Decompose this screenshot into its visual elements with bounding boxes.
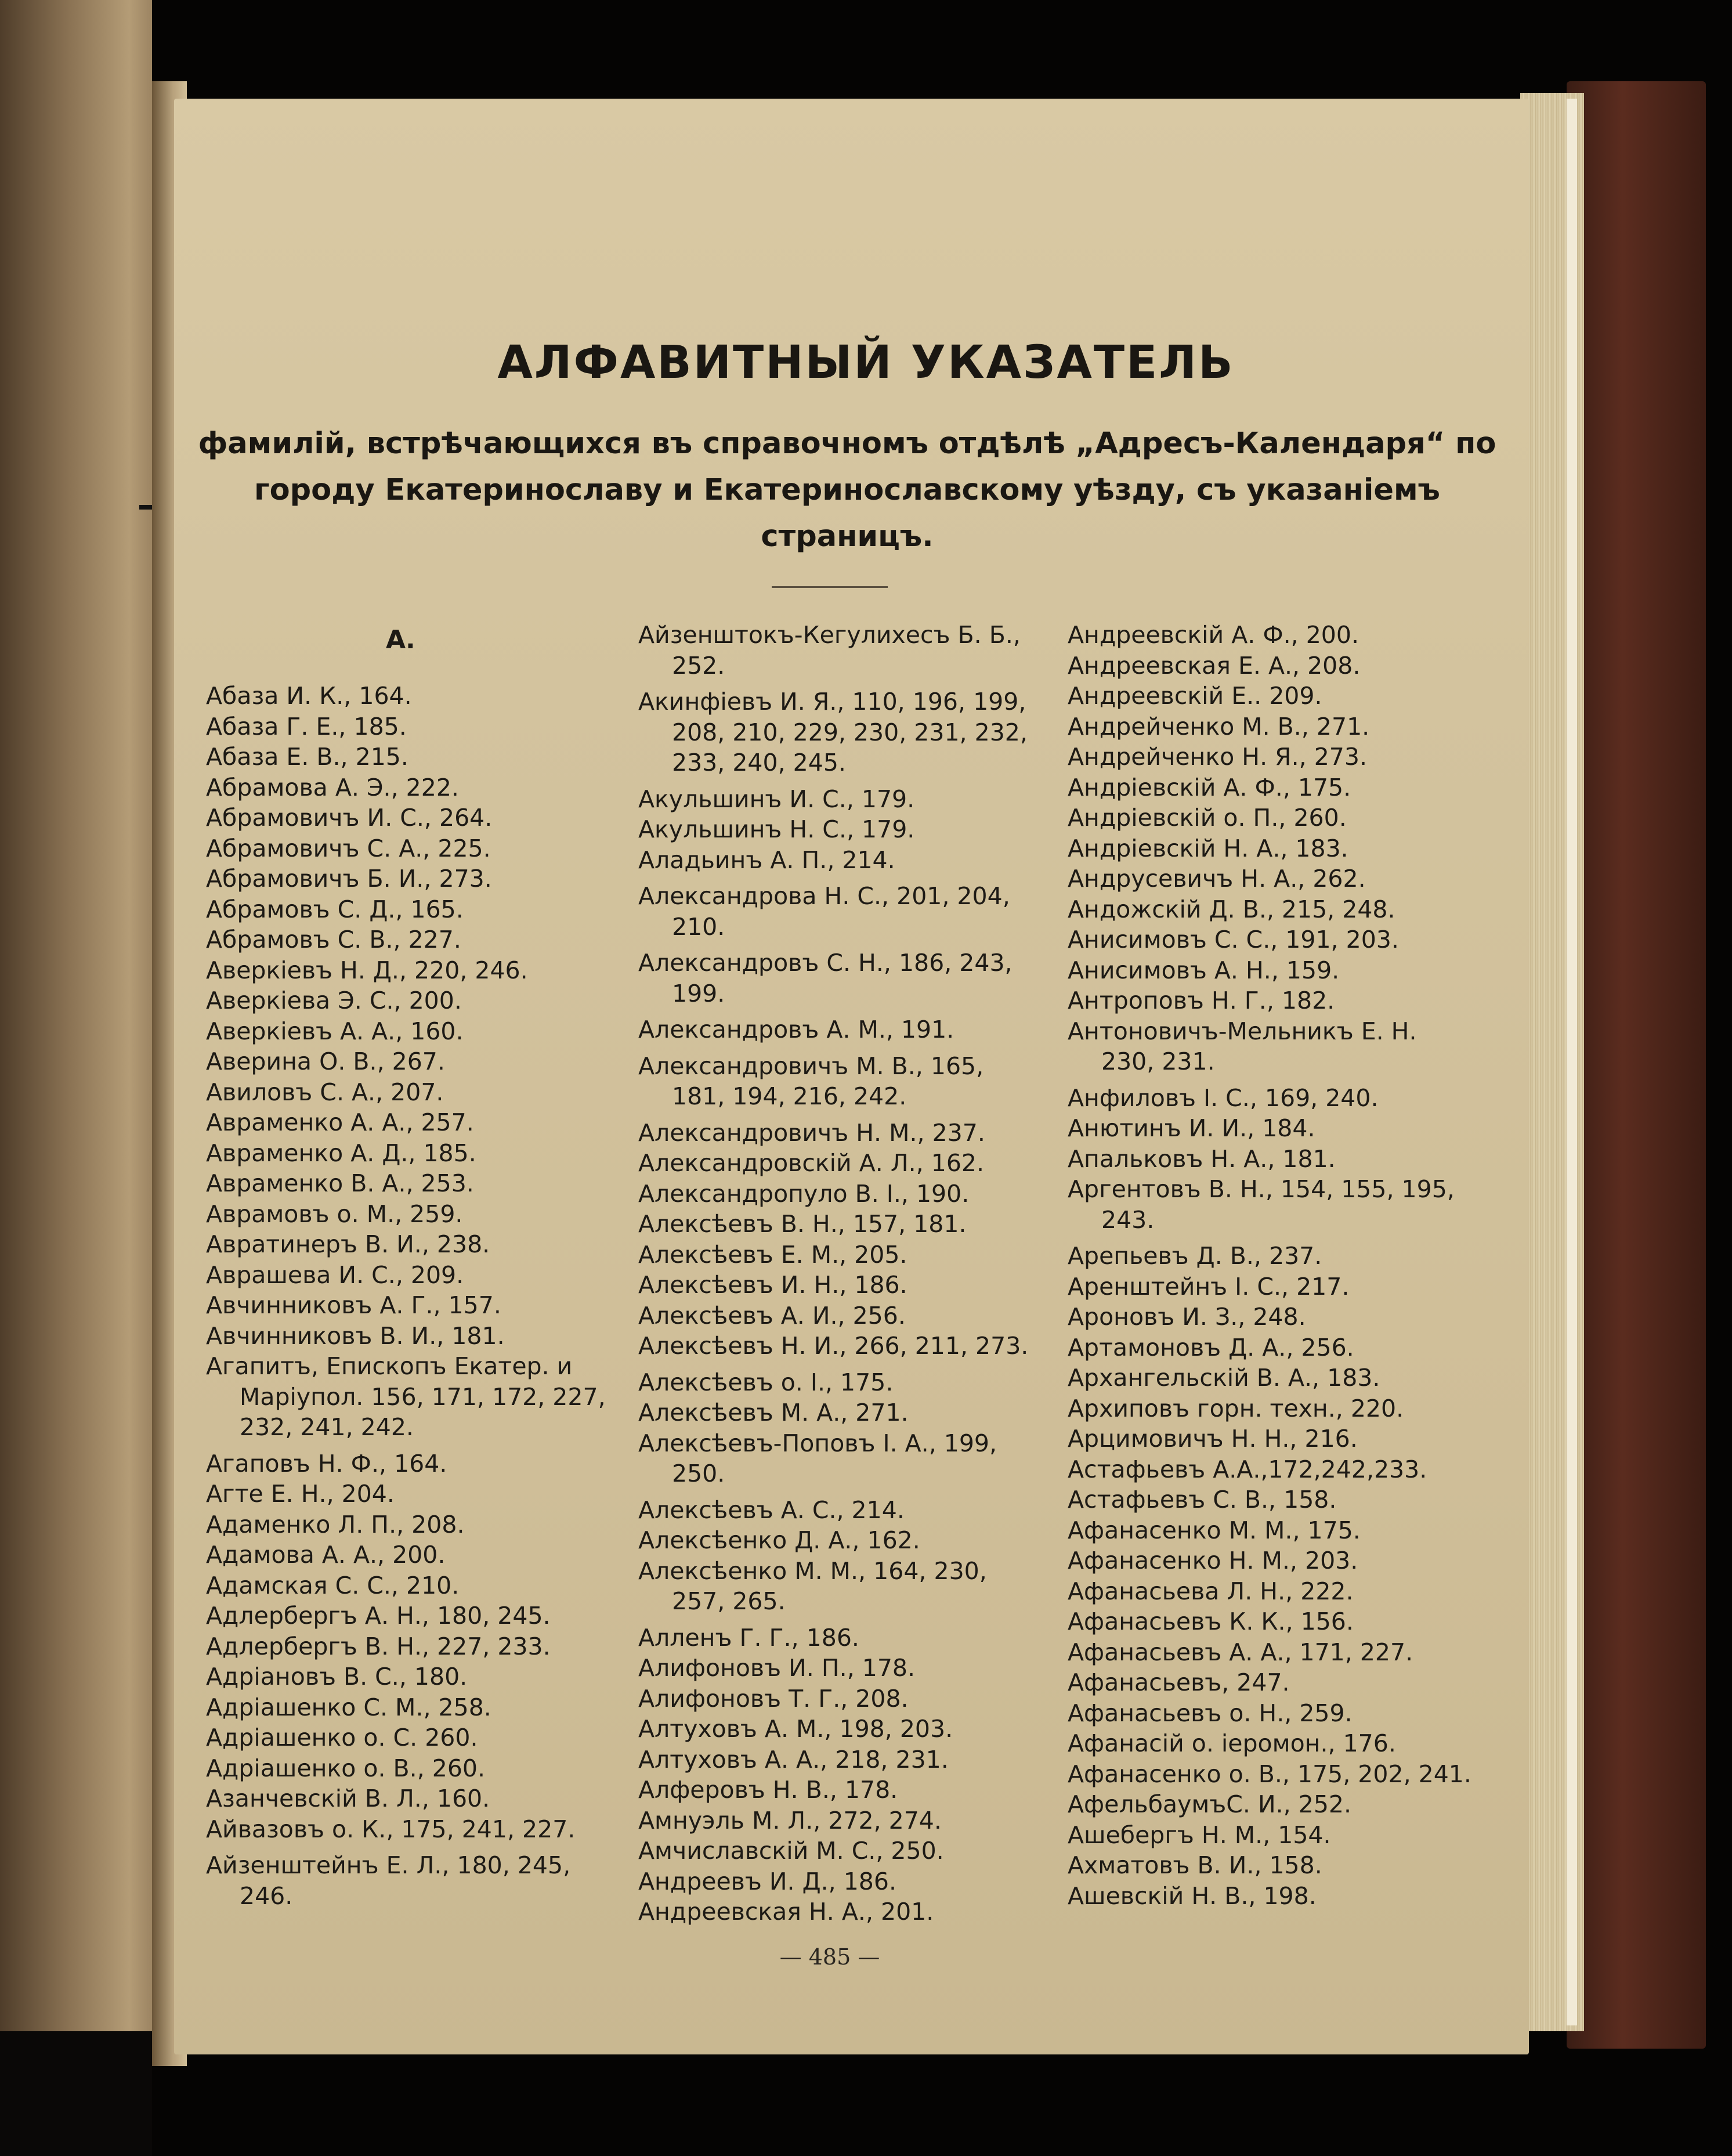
index-entry: Анисимовъ С. С., 191, 203.: [1068, 926, 1399, 954]
index-column-3: [1068, 620, 1474, 1911]
index-entry: Адлербергъ А. Н., 180, 245.: [206, 1602, 551, 1630]
index-entry: Алтуховъ А. М., 198, 203.: [638, 1715, 953, 1743]
index-entry: Айзенштейнъ Е. Л., 180, 245, 246.: [206, 1851, 571, 1910]
index-entry: Алексѣевъ о. І., 175.: [638, 1368, 894, 1396]
index-entry: Авраменко А. А., 257.: [206, 1108, 474, 1136]
index-entry: Архиповъ горн. техн., 220.: [1068, 1394, 1404, 1422]
index-entry: Анисимовъ А. Н., 159.: [1068, 956, 1340, 984]
page-number: — 485 —: [779, 1944, 880, 1970]
index-entry: Андреевскій А. Ф., 200.: [1068, 621, 1359, 649]
index-entry: Афанасьевъ К. К., 156.: [1068, 1608, 1354, 1635]
index-entry: Алексѣевъ Н. И., 266, 211, 273.: [638, 1332, 1029, 1360]
index-entry: Алексѣенко Д. А., 162.: [638, 1526, 920, 1554]
index-entry: Акульшинъ И. С., 179.: [638, 785, 915, 813]
index-entry: Аверкіевъ Н. Д., 220, 246.: [206, 956, 528, 984]
index-entry: Айвазовъ о. К., 175, 241, 227.: [206, 1815, 576, 1843]
index-entry: Афанасьева Л. Н., 222.: [1068, 1577, 1354, 1605]
index-entry: Аверкіевъ А. А., 160.: [206, 1017, 464, 1045]
index-entry: Андреевъ И. Д., 186.: [638, 1867, 896, 1895]
title-divider: [772, 586, 888, 588]
index-entry: Агаповъ Н. Ф., 164.: [206, 1449, 447, 1478]
index-entry: Ароновъ И. З., 248.: [1068, 1303, 1306, 1331]
section-letter: А.: [386, 625, 415, 655]
index-entry: Алексѣевъ И. Н., 186.: [638, 1271, 907, 1299]
index-entry: Афанасенко о. В., 175, 202, 241.: [1068, 1760, 1471, 1788]
index-entry: Алексѣевъ Е. М., 205.: [638, 1240, 907, 1269]
index-entry: Арепьевъ Д. В., 237.: [1068, 1242, 1322, 1270]
index-entry: Архангельскій В. А., 183.: [1068, 1364, 1380, 1392]
index-entry: Абаза Г. Е., 185.: [206, 712, 407, 741]
index-entry: Афанасьевъ, 247.: [1068, 1669, 1290, 1696]
index-entry: Авиловъ С. А., 207.: [206, 1078, 444, 1106]
index-entry: Александрова Н. С., 201, 204, 210.: [638, 882, 1010, 941]
index-entry: Аладьинъ А. П., 214.: [638, 846, 895, 874]
index-entry: Андреевская Н. А., 201.: [638, 1898, 934, 1926]
index-entry: Агапитъ, Епископъ Екатер. и Маріупол. 156, 171, 172, 227, 232, 241, 242.: [206, 1352, 606, 1441]
left-cover-edge: [0, 2031, 152, 2156]
index-entry: Ашевскій Н. В., 198.: [1068, 1881, 1317, 1910]
page-title: АЛФАВИТНЫЙ УКАЗАТЕЛЬ: [497, 337, 1235, 389]
index-entry: Акульшинъ Н. С., 179.: [638, 815, 915, 843]
index-entry: АфельбаумъС. И., 252.: [1068, 1790, 1352, 1818]
index-entry: Антроповъ Н. Г., 182.: [1068, 987, 1335, 1014]
index-column-1: [206, 620, 606, 1911]
index-entry: Афанасьевъ А. А., 171, 227.: [1068, 1638, 1413, 1666]
index-entry: Афанасій о. іеромон., 176.: [1068, 1729, 1396, 1757]
index-entry: Андріевскій А. Ф., 175.: [1068, 773, 1351, 801]
index-entry: Ахматовъ В. И., 158.: [1068, 1851, 1322, 1879]
index-entry: Абрамовъ С. В., 227.: [206, 926, 461, 954]
index-entry: Амнуэль М. Л., 272, 274.: [638, 1806, 942, 1834]
index-entry: Александровъ С. Н., 186, 243, 199.: [638, 949, 1013, 1007]
index-entry: Андожскій Д. В., 215, 248.: [1068, 895, 1395, 923]
index-entry: Акинфіевъ И. Я., 110, 196, 199, 208, 210, 229, 230, 231, 232, 233, 240, 245.: [638, 688, 1028, 777]
index-entry: Адріашенко С. М., 258.: [206, 1693, 491, 1721]
index-entry: Афанасенко М. М., 175.: [1068, 1516, 1361, 1544]
index-entry: Абрамовичъ С. А., 225.: [206, 834, 491, 862]
index-entry: Абрамовичъ Б. И., 273.: [206, 865, 492, 893]
index-entry: Абаза Е. В., 215.: [206, 743, 408, 771]
index-entry: Афанасьевъ о. Н., 259.: [1068, 1699, 1353, 1727]
index-entry: Александровичъ М. В., 165, 181, 194, 216, 242.: [638, 1052, 984, 1110]
index-entry: Авчинниковъ В. И., 181.: [206, 1321, 505, 1350]
index-entry: Абрамовичъ И. С., 264.: [206, 804, 493, 832]
left-page-edge: [0, 0, 152, 2156]
index-entry: Андріевскій о. П., 260.: [1068, 804, 1347, 832]
index-entry: Аверина О. В., 267.: [206, 1048, 445, 1075]
index-column-2: [638, 620, 1039, 1927]
index-entry: Аврашева И. С., 209.: [206, 1261, 464, 1289]
index-entry: Александровичъ Н. М., 237.: [638, 1118, 985, 1147]
index-entry: Абаза И. К., 164.: [206, 682, 412, 710]
index-entry: Авраменко В. А., 253.: [206, 1169, 474, 1197]
index-entry: Александровъ А. М., 191.: [638, 1016, 954, 1043]
index-entry: Андрусевичъ Н. А., 262.: [1068, 865, 1366, 893]
index-entry: Арцимовичъ Н. Н., 216.: [1068, 1425, 1358, 1453]
index-entry: Андрейченко Н. Я., 273.: [1068, 743, 1368, 771]
index-entry: Абрамовъ С. Д., 165.: [206, 895, 464, 923]
index-entry: Андреевскій Е.. 209.: [1068, 682, 1322, 710]
index-entry: Азанчевскій В. Л., 160.: [206, 1785, 490, 1812]
index-entry: Афанасенко Н. М., 203.: [1068, 1547, 1358, 1574]
index-entry: Аврамовъ о. М., 259.: [206, 1200, 463, 1228]
index-entry: Алексѣенко М. М., 164, 230, 257, 265.: [638, 1556, 987, 1615]
index-entry: Амчиславскій М. С., 250.: [638, 1837, 944, 1865]
index-entry: Алексѣевъ В. Н., 157, 181.: [638, 1210, 967, 1238]
index-entry: Анютинъ И. И., 184.: [1068, 1114, 1315, 1142]
index-entry: Артамоновъ Д. А., 256.: [1068, 1333, 1354, 1362]
index-entry: Антоновичъ-Мельникъ Е. Н. 230, 231.: [1068, 1017, 1417, 1075]
index-entry: Абрамова А. Э., 222.: [206, 773, 459, 801]
index-entry: Апальковъ Н. А., 181.: [1068, 1144, 1336, 1173]
index-entry: Адамская С. С., 210.: [206, 1571, 460, 1599]
index-entry: Астафьевъ А.А.,172,242,233.: [1068, 1455, 1427, 1483]
index-entry: Алексѣевъ А. И., 256.: [638, 1301, 906, 1330]
index-entry: Алексѣевъ А. С., 214.: [638, 1496, 905, 1524]
index-entry: Алифоновъ И. П., 178.: [638, 1654, 916, 1682]
index-entry: Алексѣевъ М. А., 271.: [638, 1399, 909, 1427]
index-entry: Адріановъ В. С., 180.: [206, 1663, 468, 1691]
index-entry: Авратинеръ В. И., 238.: [206, 1230, 490, 1258]
index-entry: Алифоновъ Т. Г., 208.: [638, 1684, 909, 1713]
index-entry: Алферовъ Н. В., 178.: [638, 1776, 898, 1804]
index-entry: Аренштейнъ І. С., 217.: [1068, 1272, 1350, 1301]
index-entry: Андрейченко М. В., 271.: [1068, 712, 1370, 741]
index-entry: Адлербергъ В. Н., 227, 233.: [206, 1632, 551, 1660]
index-entry: Адріашенко о. В., 260.: [206, 1754, 486, 1782]
index-entry: Астафьевъ С. В., 158.: [1068, 1486, 1337, 1514]
index-entry: Анфиловъ І. С., 169, 240.: [1068, 1084, 1379, 1112]
index-entry: Агте Е. Н., 204.: [206, 1480, 395, 1508]
index-entry: Авчинниковъ А. Г., 157.: [206, 1291, 501, 1319]
index-entry: Айзенштокъ-Кегулихесъ Б. Б., 252.: [638, 621, 1021, 680]
page-subtitle: фамилій, встрѣчающихся въ справочномъ отдѣлѣ „Адресъ-Календаря“ по городу Екатеринославу и Екатеринославскому уѣзду, съ указаніемъ страницъ.: [198, 427, 1496, 554]
index-entry: Алленъ Г. Г., 186.: [638, 1623, 859, 1652]
index-entry: Александропуло В. І., 190.: [638, 1179, 970, 1208]
index-entry: Ашебергъ Н. М., 154.: [1068, 1821, 1331, 1849]
index-entry: Александровскій А. Л., 162.: [638, 1149, 985, 1177]
index-entry: Андріевскій Н. А., 183.: [1068, 834, 1348, 862]
index-entry: Алтуховъ А. А., 218, 231.: [638, 1745, 949, 1774]
margin-mark: [139, 505, 152, 510]
index-entry: Авраменко А. Д., 185.: [206, 1139, 476, 1167]
index-entry: Адаменко Л. П., 208.: [206, 1510, 465, 1539]
index-entry: Адамова А. А., 200.: [206, 1541, 446, 1569]
index-entry: Аверкіева Э. С., 200.: [206, 987, 462, 1014]
index-entry: Алексѣевъ-Поповъ І. А., 199, 250.: [638, 1429, 997, 1487]
index-entry: Андреевская Е. А., 208.: [1068, 651, 1361, 680]
index-entry: Аргентовъ В. Н., 154, 155, 195, 243.: [1068, 1175, 1455, 1234]
index-entry: Адріашенко о. С. 260.: [206, 1724, 478, 1751]
